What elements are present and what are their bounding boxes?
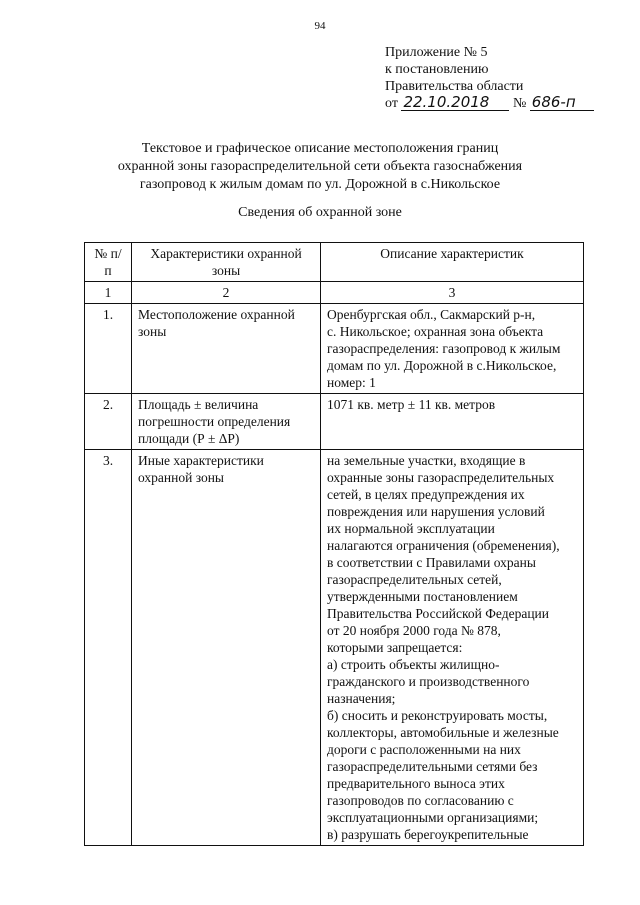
description-line: охранные зоны газораспределительных [327,470,555,485]
row-num: 1. [85,304,132,394]
description-line: предварительного выноса этих [327,776,505,791]
header-characteristic: Характеристики охранной зоны [132,243,321,282]
description-line: в соответствии с Правилами охраны [327,555,536,570]
row-description [321,450,584,846]
appendix-line-1: Приложение № 5 [385,45,488,60]
date-prefix: от [385,96,398,111]
description-line: дороги с расположенными на них [327,742,521,757]
handwritten-number: 686-п [530,95,594,111]
col-number-3: 3 [321,282,584,304]
row-characteristic: Местоположение охранной зоны [132,304,321,394]
appendix-line-3: Правительства области [385,79,524,94]
document-title [0,140,640,194]
description-line: Правительства Российской Федерации [327,606,549,621]
header-num: № п/п [85,243,132,282]
description-line: налагаются ограничения (обременения), [327,538,560,553]
appendix-signature-line [385,95,594,112]
description-line: которыми запрещается: [327,640,463,655]
appendix-block [385,44,594,112]
col-number-1: 1 [85,282,132,304]
protection-zone-table [84,242,584,846]
description-line: а) строить объекты жилищно- [327,657,500,672]
description-line: номер: 1 [327,375,376,390]
appendix-line-2: к постановлению [385,62,489,77]
row-characteristic: Площадь ± величина погрешности определения площади (Р ± ΔР) [132,394,321,450]
description-line: газораспределительными сетями без [327,759,538,774]
description-line: утвержденными постановлением [327,589,518,604]
section-subtitle: Сведения об охранной зоне [238,205,402,220]
description-line: с. Никольское; охранная зона объекта [327,324,544,339]
description-line: 1071 кв. метр ± 11 кв. метров [327,397,496,412]
table-row [85,394,584,450]
col-number-2: 2 [132,282,321,304]
header-description: Описание характеристик [321,243,584,282]
description-line: эксплуатационными организациями; [327,810,539,825]
description-line: газораспределительных сетей, [327,572,502,587]
row-num: 3. [85,450,132,846]
description-line: в) разрушать берегоукрепительные [327,827,529,842]
table-row [85,304,584,394]
table-row [85,450,584,846]
description-line: назначения; [327,691,396,706]
page-number: 94 [314,20,326,32]
column-number-row [85,282,584,304]
description-line: от 20 ноября 2000 года № 878, [327,623,501,638]
description-line: б) сносить и реконструировать мосты, [327,708,548,723]
title-line-3: газопровод к жилым домам по ул. Дорожной в с.Никольское [139,177,501,192]
description-line: сетей, в целях предупреждения их [327,487,525,502]
description-line: газораспределения: газопровод к жилым [327,341,561,356]
description-line: домам по ул. Дорожной в с.Никольское, [327,358,557,373]
row-characteristic: Иные характеристики охранной зоны [132,450,321,846]
number-prefix: № [512,96,527,111]
handwritten-date: 22.10.2018 [401,95,509,111]
row-description [321,394,584,450]
description-line: их нормальной эксплуатации [327,521,495,536]
description-line: газопроводов по согласованию с [327,793,514,808]
row-num: 2. [85,394,132,450]
title-line-2: охранной зоны газораспределительной сети объекта газоснабжения [117,159,523,174]
description-line: коллекторы, автомобильные и железные [327,725,559,740]
description-line: на земельные участки, входящие в [327,453,526,468]
description-line: гражданского и производственного [327,674,530,689]
description-line: повреждения или нарушения условий [327,504,545,519]
row-description [321,304,584,394]
title-line-1: Текстовое и графическое описание местоположения границ [141,141,499,156]
description-line: Оренбургская обл., Сакмарский р-н, [327,307,536,322]
table-header-row [85,243,584,282]
